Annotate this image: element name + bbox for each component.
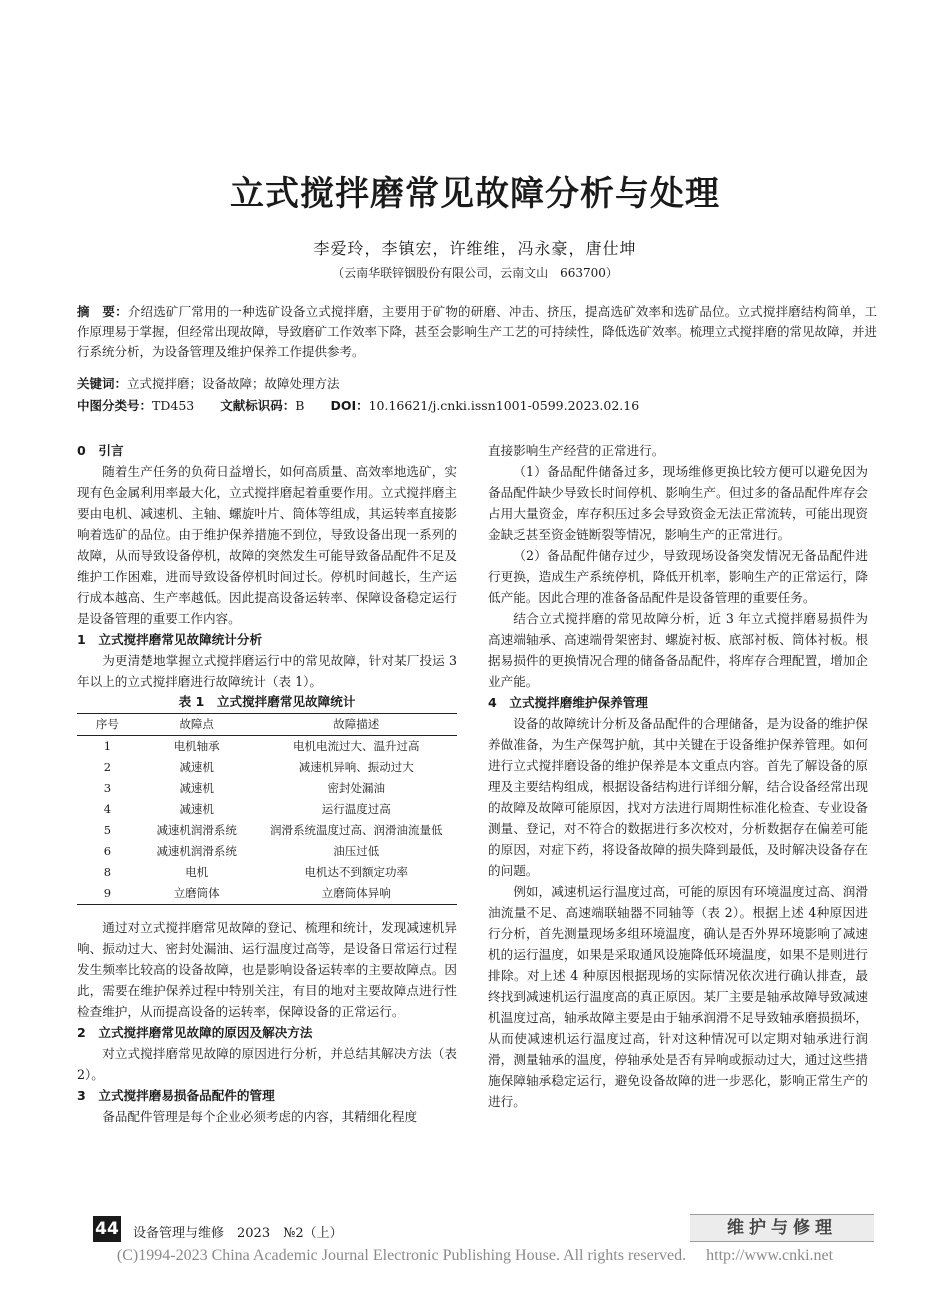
doi-label: DOI： [330,398,369,413]
clc-value: TD453 [152,398,195,413]
clc-label: 中图分类号： [77,398,153,413]
table-cell: 电机 [185,865,209,879]
section-2-paragraph: 对立式搅拌磨常见故障的原因进行分析，并总结其解决方法（表 2）。 [77,1046,457,1082]
continued-paragraph: 直接影响生产经营的正常进行。 [488,443,665,458]
section-4-heading: 4 立式搅拌磨维护保养管理 [488,695,648,710]
table-row [77,736,457,758]
item-1-paragraph: （1）备品配件储备过多，现场维修更换比较方便可以避免因为备品配件缺少导致长时间停机、影响生产。但过多的备品配件库存会占用大量资金，库存积压过多会导致资金无法正常流转，可能出现资金缺乏甚至资金链断裂等情况，影响生产的正常进行。 [488,464,868,542]
table-header-cell: 故障描述 [333,717,380,731]
table-row [77,757,457,778]
table-cell: 减速机 [179,802,214,816]
keywords-label: 关键词： [77,376,128,391]
table-cell: 油压过低 [333,844,380,858]
table-cell: 9 [103,886,112,900]
abstract-text: 介绍选矿厂常用的一种选矿设备立式搅拌磨，主要用于矿物的研磨、冲击、挤压，提高选矿效率和选矿品位。立式搅拌磨结构简单，工作原理易于掌握，但经常出现故障，导致磨矿工作效率下降，甚至会影响生产工艺的可持续性，降低选矿效率。梳理立式搅拌磨的常见故障，并进行系统分析，为设备管理及维护保养工作提供参考。 [77,304,878,359]
authors: 李爱玲，李镇宏，许维维，冯永豪，唐仕坤 [313,239,637,258]
table-row [77,862,457,883]
table-cell: 电机轴承 [173,739,220,753]
table-cell: 1 [103,739,112,753]
doc-code-value: B [295,398,305,413]
doi-value[interactable]: 10.16621/j.cnki.issn1001-0599.2023.02.16 [368,398,640,413]
fault-statistics-table [77,713,457,905]
keywords [77,374,877,392]
wear-parts-paragraph: 结合立式搅拌磨的常见故障分析，近 3 年立式搅拌磨易损件为高速端轴承、高速端骨架密封、螺旋衬板、底部衬板、筒体衬板。根据易损件的更换情况合理的储备备品配件，将库存合理配置，增加企业产能。 [488,611,868,689]
section-0-paragraph: 随着生产任务的负荷日益增长，如何高质量、高效率地选矿，实现有色金属利用率最大化，立式搅拌磨起着重要作用。立式搅拌磨主要由电机、减速机、主轴、螺旋叶片、筒体等组成，其运转率直接影响着选矿的品位。由于维护保养措施不到位，导致设备出现一系列的故障，从而导致设备停机，故障的突然发生可能导致备品配件不足及维护工作困难，进而导致设备停机时间过长。停机时间越长，生产运行成本越高、生产率越低。因此提高设备运转率、保障设备稳定运行是设备管理的重要工作内容。 [77,464,457,626]
table-row [77,799,457,820]
section-4-paragraph-1: 设备的故障统计分析及备品配件的合理储备，是为设备的维护保养做准备，为生产保驾护航，其中关键在于设备维护保养管理。如何进行立式搅拌磨设备的维护保养是本文重点内容。首先了解设备的原理及主要结构组成，根据设备结构进行详细分解，结合设备经常出现的故障及故障可能原因，找对方法进行周期性标准化检查、专业设备测量、登记，对不符合的数据进行多次校对，分析数据存在偏差可能的原因，对症下药，将设备故障的损失降到最低，及时解决设备存在的问题。 [488,716,868,878]
section-1-paragraph-1: 为更清楚地掌握立式搅拌磨运行中的常见故障，针对某厂投运 3 年以上的立式搅拌磨进行故障统计（表 1）。 [77,653,457,689]
copyright-notice: (C)1994-2023 China Academic Journal Electronic Publishing House. All rights reserved. http://www.cnki.net [116,1247,834,1264]
table-header-row [77,714,457,736]
classification-line [77,396,877,414]
table-row [77,841,457,862]
table-row [77,820,457,841]
table-row [77,883,457,905]
table-cell: 减速机异响、振动过大 [298,760,414,774]
section-banner: 维护与修理 [690,1214,874,1242]
section-1-paragraph-2: 通过对立式搅拌磨常见故障的登记、梳理和统计，发现减速机异响、振动过大、密封处漏油、运行温度过高等，是设备日常运行过程发生频率比较高的设备故障，也是影响设备运转率的主要故障点。因此，需要在维护保养过程中特别关注，有目的地对主要故障点进行性检查维护，从而提高设备的运转率，保障设备的正常运行。 [77,920,457,1019]
table-cell: 运行温度过高 [321,802,391,816]
table-cell: 减速机 [179,760,214,774]
section-3-paragraph: 备品配件管理是每个企业必须考虑的内容，其精细化程度 [102,1109,418,1124]
table-row [77,778,457,799]
table-cell: 5 [103,823,112,837]
page-number: 44 [93,1216,121,1242]
section-0-heading: 0 引言 [77,443,124,458]
table-cell: 3 [103,781,112,795]
table-cell: 6 [103,844,112,858]
table-cell: 立磨筒体 [173,886,220,900]
abstract [77,302,877,362]
table-1-title: 表 1 立式搅拌磨常见故障统计 [178,694,356,709]
table-cell: 8 [103,865,112,879]
section-2-heading: 2 立式搅拌磨常见故障的原因及解决方法 [77,1025,313,1040]
right-column [488,440,868,1112]
abstract-label: 摘 要： [77,304,128,319]
table-cell: 密封处漏油 [327,781,386,795]
doc-code-label: 文献标识码： [220,398,296,413]
table-cell: 减速机润滑系统 [156,823,237,837]
journal-info: 设备管理与维修 2023 №2（上） [133,1226,343,1241]
table-cell: 立磨筒体异响 [321,886,391,900]
left-column [77,440,457,1127]
article-title: 立式搅拌磨常见故障分析与处理 [230,174,720,214]
table-cell: 减速机润滑系统 [156,844,237,858]
section-4-paragraph-2: 例如，减速机运行温度过高，可能的原因有环境温度过高、润滑油流量不足、高速端联轴器不同轴等（表 2）。根据上述 4种原因进行分析，首先测量现场多组环境温度，确认是否外界环境影响了减速机的运行温度，如果是采取通风设施降低环境温度，如果不是则进行排除。对上述 4 种原因根据现场的实际情况依次进行确认排查，最终找到减速机运行温度高的真正原因。某厂主要是轴承故障导致减速机温度过高，轴承故障主要是由于轴承润滑不足导致轴承磨损损坏，从而使减速机运行温度过高，针对这种情况可以定期对轴承进行润滑，测量轴承的温度，停轴承处是否有异响或振动过大，通过这些措施保障轴承稳定运行，避免设备故障的进一步恶化，影响正常生产的进行。 [488,884,868,1109]
table-cell: 润滑系统温度过高、润滑油流量低 [270,823,443,837]
table-header-cell: 序号 [95,717,119,731]
section-3-heading: 3 立式搅拌磨易损备品配件的管理 [77,1088,275,1103]
section-1-heading: 1 立式搅拌磨常见故障统计分析 [77,632,263,647]
table-cell: 电机达不到额定功率 [304,865,409,879]
table-cell: 减速机 [179,781,214,795]
table-header-cell: 故障点 [179,717,214,731]
item-2-paragraph: （2）备品配件储存过少，导致现场设备突发情况无备品配件进行更换，造成生产系统停机，降低开机率，影响生产的正常运行，降低产能。因此合理的准备备品配件是设备管理的重要任务。 [488,548,868,605]
table-cell: 2 [103,760,112,774]
table-cell: 电机电流过大、温升过高 [293,739,420,753]
keywords-text: 立式搅拌磨；设备故障；故障处理方法 [127,376,340,391]
table-cell: 4 [103,802,112,816]
affiliation: （云南华联锌铟股份有限公司，云南文山 663700） [332,266,618,280]
